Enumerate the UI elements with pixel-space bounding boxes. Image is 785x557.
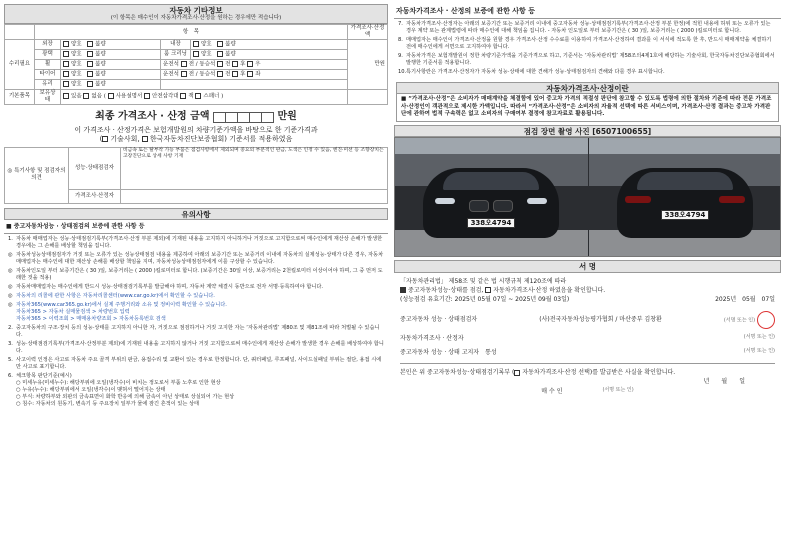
- caution-item: 3. 성능·상태점검기록부(가격조사·산정부분 제외)에 기재된 내용을 고지하지 않거나 거짓 고지함으로써 매수인에게 재산상 손해가 발생한 경우 손해를 배상하여야 합니다.: [8, 340, 384, 354]
- right-note-item: 7. 자동차가격조사·산정자는 아래의 보증기간 또는 보증거리 이내에 중고자동차 성능·상태점검기록부(가격조사·산정 부분 한정)에 적힌 내용에 허위 또는 오류가 있는 경우 계약 또는 관계법령에 따라 매수인에 대해 책임을 집니다. - 자동차 인도일로 부터 보증기간은 ( 30 )일, 보증거리는 ( 2000 )킬로미터로 합니다.: [398, 20, 771, 34]
- opt-performance-checkbox[interactable]: [400, 287, 406, 293]
- repair-label: 수리필요: [5, 40, 35, 90]
- ext-good-1-checkbox[interactable]: [63, 51, 69, 57]
- ext-bad-3-checkbox[interactable]: [87, 71, 93, 77]
- col-item: 항 목: [35, 25, 348, 40]
- left-column: [4, 4, 388, 553]
- ext-label-0: 외장: [35, 40, 61, 50]
- rear-plate: 338오4794: [661, 210, 709, 220]
- caution-item: 1. 자동차 매매업자는 성능·상태점검기록부(가격조사·산정 부분 제외)에 기재된 내용을 고지하지 아니하거나 거짓으로 고지함으로써 매수인에게 재산상 손해가 발생한 경우에는 그 손해를 배상할 책임을 집니다.: [8, 235, 383, 249]
- final-price-block: [4, 105, 388, 147]
- caution-item: ◎ 자동차매매업자는 매수인에게 반드시 성능·상태점검기록부를 발급해야 하며, 자동차 계약 체결시 동반으로 전자 서명·등록하여야 합니다.: [8, 283, 324, 290]
- photos-record-no: [6507100655]: [592, 126, 652, 136]
- int-bad-1-checkbox[interactable]: [217, 51, 223, 57]
- validity-period: 2025년 05월 07일 ~ 2025년 09월 03일): [454, 296, 570, 304]
- ext-bad-4-checkbox[interactable]: [87, 81, 93, 87]
- tire-rear-checkbox[interactable]: [232, 71, 238, 77]
- opt-tech-checkbox[interactable]: [102, 136, 108, 142]
- wheel-positions: 운전석 전 / 동승석 전 후 우: [161, 60, 348, 70]
- ext-good-0-checkbox[interactable]: [63, 41, 69, 47]
- rear-car-photo: [589, 138, 781, 257]
- signature-block: [394, 273, 781, 400]
- wheel-spare-checkbox[interactable]: [247, 61, 253, 67]
- ext-label-3: 타이어: [35, 70, 61, 80]
- ext-label-4: 유리: [35, 80, 61, 90]
- basic-none-checkbox[interactable]: [83, 93, 89, 99]
- int-good-0-checkbox[interactable]: [193, 41, 199, 47]
- tire-driver-front-checkbox[interactable]: [181, 71, 187, 77]
- opinion-row2-value[interactable]: [121, 189, 388, 203]
- signer1-row: 중고자동차 성능 · 상태점검자 (사)전국자동차성능평가협회 / 마산중부 김창환 (서명 또는 인): [400, 311, 775, 329]
- issue-ymd: 년 월 일: [703, 378, 745, 386]
- inspection-photos: [394, 137, 781, 257]
- ext-good-4-checkbox[interactable]: [63, 81, 69, 87]
- signature-options: 중고자동차성능·상태를 점검, 자동차가격조사·산정 하였음을 확인합니다.: [400, 286, 775, 295]
- caution-item: 6. 체크항목 판단기준(예시) ○ 미세누유(미세누수): 해당부위에 오일(냉각수)이 비치는 정도로서 부품 노후로 인한 현상 ○ 누유(누수): 해당부위에서 오일(냉각수)이 맺혀서 떨어지는 상태 ○ 부식: 차량하부와 외판의 금속표면이 화학 반응에 의해 금속이 아닌 상태로 상실되어 가는 현상 ○ 침수: 자동차의 원동기, 변속기 등 주요장치 일부가 물에 잠긴 흔적이 있는 상태: [8, 372, 235, 407]
- issue-price-checkbox[interactable]: [514, 370, 520, 376]
- int-good-1-checkbox[interactable]: [193, 51, 199, 57]
- caution-item: ◎ 자동차성능상태점검자가 거짓 또는 오류가 있는 성능상태점검 내용을 제공하여 아래의 보증기간 또는 보증거리 이내에 자동차의 실제성능·상태가 다른 경우, 자동차매매업자는 매수인에 대한 재산상 손해를 배상할 책임을 지며, 자동차성능상태점검자에게 이를 구상할 수 있습니다.: [8, 251, 384, 265]
- right-note-item: 10. 특기사항란은 가격조사·산정자가 자동차 성능·상태에 대한 견해가 성능·상태점검자의 견해와 다를 경우 표시합니다.: [398, 68, 665, 75]
- wheel-rear-checkbox[interactable]: [232, 61, 238, 67]
- basic-label: 기본품목: [5, 90, 35, 105]
- other-info-title: 자동차 기타정보: [169, 6, 223, 15]
- final-price-unit: 만원: [277, 110, 297, 122]
- other-info-subtitle: (이 항목은 매수인이 자동차가격조사·산정을 원하는 경우에만 적습니다): [110, 15, 282, 22]
- price-input-boxes[interactable]: [214, 112, 274, 123]
- price-unit: 만원: [348, 40, 388, 90]
- spanner-checkbox[interactable]: [195, 93, 201, 99]
- front-car-photo: [395, 138, 588, 257]
- ext-bad-0-checkbox[interactable]: [87, 41, 93, 47]
- caution-item: ◎ 자동차인도일 부터 보증기간은 ( 30 )일, 보증거리는 ( 2000 )킬로미터로 합니다. (보증기간은 30일 이상, 보증거리는 2천킬로미터 이상이어야 하며, 그 중 먼저 도래한 것을 적용): [8, 267, 383, 281]
- basic-item1: 보유상태: [35, 90, 61, 105]
- final-price-title: 최종 가격조사 · 산정 금액 만원: [95, 110, 297, 122]
- basic-items: 있음 없음 ( 사용설명서 안전삼각대 잭 스패너 ): [61, 90, 348, 105]
- col-price: 가격조사·산정액: [348, 25, 388, 40]
- signature-line1: 「자동차관리법」 제58조 및 같은 법 시행규칙 제120조에 따라: [400, 277, 567, 285]
- int-label-1: 룸 크리닝: [161, 50, 191, 60]
- photos-header: 점검 장면 촬영 사진 [6507100655]: [394, 125, 781, 137]
- caution-item: 2. 중고자동차의 구조·장치 등의 성능·상태를 고지하지 아니한 자, 거짓으로 점검하거나 거짓 고지한 자는 ‘자동차관리법’ 제80조 및 제81조에 따라 처벌될 수 있습니다.: [8, 324, 380, 338]
- caution-list: [4, 234, 388, 412]
- buyer-row: 매 수 인 (서명 또는 인): [541, 386, 634, 395]
- caution-item: ◎ 자동차의 리콜에 관한 사항은 자동차리콜센터(www.car.go.kr)에서 확인할 수 있습니다.: [8, 292, 215, 299]
- int-label-0: 내장: [161, 40, 191, 50]
- right-notes-list: [394, 19, 781, 80]
- jack-checkbox[interactable]: [180, 93, 186, 99]
- caution-item: 5. 사고이력 인정은 사고로 자동차 주요 골격 부위의 판금, 용접수리 및 교환이 있는 경우로 한정합니다. 단, 쿼터패널, 루프패널, 사이드실패널 부위는 절단, 용접 시에만 사고로 표기합니다.: [8, 356, 382, 370]
- signer3-row: 중고자동차 성능 · 상태 고지자 통성 (서명 또는 인): [400, 347, 775, 356]
- seal-stamp-icon: [757, 311, 775, 329]
- opinion-label: ◎ 특기사항 및 점검자의 의견: [5, 147, 69, 203]
- final-price-note: 이 가격조사 · 산정가격은 보험개발원의 차량기준가액을 바탕으로 한 기준가격과 ( 기술사회, 한국자동차진단보증협회) 기준서를 적용하였음: [74, 126, 318, 143]
- opinion-icon: ◎: [7, 168, 13, 175]
- right-notes-title: 자동차가격조사 · 산정의 보증에 관한 사항 등: [394, 4, 781, 19]
- right-note-item: 9. 자동차가격은 보험개발원이 정한 차량기준가액을 기준가격으로 하고, 기준서는 ‘자동차관리법’ 제58조의4제1호에 해당하는 기술사회, 한국자동차진단보증협회에서 발행한 기준서를 적용합니다.: [398, 52, 775, 66]
- signature-date: 2025년 05월 07일: [715, 296, 775, 304]
- int-bad-0-checkbox[interactable]: [217, 41, 223, 47]
- basic-have-checkbox[interactable]: [63, 93, 69, 99]
- ext-label-2: 휠: [35, 60, 61, 70]
- opinion-row1-note: 비금속 또는 탈부착 가능 부품은 점검사항에서 제외되며 중요의 부분적인 판금, 도색은 인정 수 있음, 엔진·미션 등 조향장치는 고장진단으로 상세 사항 기재: [121, 147, 388, 189]
- signer1-name: (사)전국자동차성능평가협회 / 마산중부 김창환: [539, 315, 662, 323]
- ext-label-1: 광택: [35, 50, 61, 60]
- signature-period-row: (성능점검 유효기간: 2025년 05월 07일 ~ 2025년 09월 03일) 2025년 05월 07일: [400, 296, 775, 304]
- right-note-item: 8. 매매업자는 매수인이 가격조사·산정을 원할 경우 가격조사·산정 수수료를 이용하여 가격조사·산정하여 결과를 이 서식에 적도록 한 후, 반드시 매매계약을 체결하기 전에 매수인에게 서면으로 고지하여야 합니다.: [398, 36, 772, 50]
- price-info-title: 자동차가격조사·산정이란: [397, 83, 778, 94]
- other-info-table: 항 목 가격조사·산정액 수리필요 외장 양호 불량 내장 양호 불량 만원 광택 양호 불량 룸 크리닝 양호 불량 휠 양호 불량 운전석 전 / 동승석 전 후 우 타이어 양호 불량 운전석 전 / 동승석 전 후 좌 유리 양호 불량 기본품목 보유상태 있음 없음 ( 사용설명서 안전삼각대 잭 스패너 ): [4, 24, 388, 105]
- right-column: [394, 4, 781, 553]
- opt-assoc-checkbox[interactable]: [142, 136, 148, 142]
- opinion-row2-label: 가격조사·산정자: [69, 189, 121, 203]
- wheel-driver-front-checkbox[interactable]: [181, 61, 187, 67]
- ext-bad-1-checkbox[interactable]: [87, 51, 93, 57]
- opt-price-checkbox[interactable]: [485, 287, 491, 293]
- triangle-checkbox[interactable]: [144, 93, 150, 99]
- signature-header: 서 명: [394, 260, 781, 272]
- issue-confirm: 본인은 위 중고자동차성능·상태점검기록부 ( 자동차가격조사·산정 선택)를 발급받은 사실을 확인합니다.: [400, 363, 775, 377]
- manual-checkbox[interactable]: [108, 93, 114, 99]
- price-info-box: [396, 82, 779, 122]
- signer2-row: 자동차가격조사 · 산정자 (서명 또는 인): [400, 333, 775, 342]
- wheel-passenger-front-checkbox[interactable]: [217, 61, 223, 67]
- front-plate: 338오4794: [467, 218, 515, 228]
- caution-header: 유의사항: [4, 208, 388, 220]
- opinion-table: [4, 147, 388, 204]
- ext-bad-2-checkbox[interactable]: [87, 61, 93, 67]
- tire-passenger-front-checkbox[interactable]: [217, 71, 223, 77]
- caution-subtitle: ■ 중고자동차성능 · 상태점검의 보증에 관한 사항 등: [4, 220, 388, 234]
- signer3-name: 통성: [485, 348, 497, 356]
- other-info-header: [4, 4, 388, 24]
- ext-good-2-checkbox[interactable]: [63, 61, 69, 67]
- ext-good-3-checkbox[interactable]: [63, 71, 69, 77]
- caution-link-item[interactable]: ◎ 자동차365(www.car365.go.kr)에서 실제 주행거리와 소유 및 정비이력 확인할 수 있습니다. 자동차365 > 자동차 실매물검색 > 차량번호 입력 자동차365 > 이력조회 > 매매용차량조회 > 자동차등록번호 검색: [8, 301, 227, 322]
- tire-left-checkbox[interactable]: [247, 71, 253, 77]
- opinion-row1-label: 성능·상태점검자: [69, 147, 121, 189]
- tire-positions: 운전석 전 / 동승석 전 후 좌: [161, 70, 348, 80]
- price-info-text: ■ “가격조사·산정”은 소비자가 매매계약을 체결함에 있어 중고차 가격의 적절성 판단에 참고할 수 있도록 법령에 의한 절차와 기준에 따라 전문 가격조사·산정인이 객관적으로 제시한 가액입니다. 따라서 “가격조사·산정”은 소비자의 자율적 선택에 따른 서비스이며, 가격조사·산정 결과는 중고차 가격판단에 관하여 법적 구속력은 없고 소비자의 구매여부 결정에 참고자료로 활용됩니다.: [401, 96, 772, 118]
